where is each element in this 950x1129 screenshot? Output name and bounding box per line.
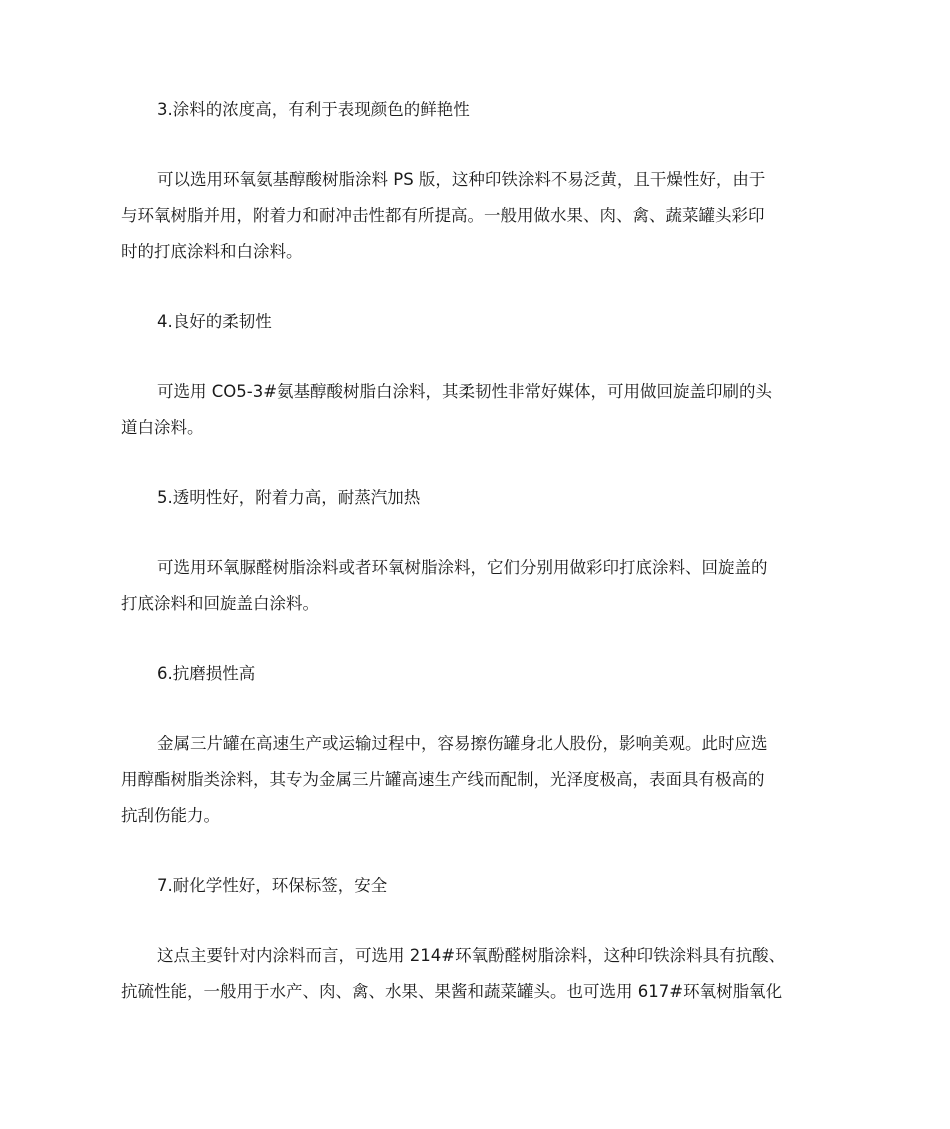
paragraph-line: 金属三片罐在高速生产或运输过程中，容易擦伤罐身北人股份，影响美观。此时应选 [157, 734, 768, 753]
paragraph-line: 抗刮伤能力。 [121, 806, 220, 825]
heading-chemical-resistance: 7.耐化学性好，环保标签，安全 [157, 876, 388, 895]
paragraph-flexibility [121, 374, 831, 446]
paragraph-transparency [121, 550, 831, 622]
paragraph-line: 可选用 CO5-3#氨基醇酸树脂白涂料，其柔韧性非常好媒体，可用做回旋盖印刷的头 [157, 382, 773, 401]
paragraph-chemical-resistance [121, 938, 831, 1010]
heading-transparency: 5.透明性好，附着力高，耐蒸汽加热 [157, 488, 421, 507]
heading-flexibility: 4.良好的柔韧性 [157, 312, 272, 331]
paragraph-concentration [121, 162, 831, 270]
paragraph-line: 时的打底涂料和白涂料。 [121, 242, 303, 261]
paragraph-line: 这点主要针对内涂料而言，可选用 214#环氧酚醛树脂涂料，这种印铁涂料具有抗酸、 [157, 946, 786, 965]
heading-abrasion: 6.抗磨损性高 [157, 664, 256, 683]
heading-concentration: 3.涂料的浓度高，有利于表现颜色的鲜艳性 [157, 100, 470, 119]
paragraph-line: 可以选用环氧氨基醇酸树脂涂料 PS 版，这种印铁涂料不易泛黄，且干燥性好，由于 [157, 170, 766, 189]
paragraph-line: 可选用环氧脲醛树脂涂料或者环氧树脂涂料，它们分别用做彩印打底涂料、回旋盖的 [157, 558, 768, 577]
document-body [121, 92, 831, 1044]
paragraph-line: 与环氧树脂并用，附着力和耐冲击性都有所提高。一般用做水果、肉、禽、蔬菜罐头彩印 [121, 206, 765, 225]
paragraph-line: 用醇酯树脂类涂料，其专为金属三片罐高速生产线而配制，光泽度极高，表面具有极高的 [121, 770, 765, 789]
paragraph-line: 抗硫性能，一般用于水产、肉、禽、水果、果酱和蔬菜罐头。也可选用 617#环氧树脂氧化 [121, 982, 783, 1001]
paragraph-line: 打底涂料和回旋盖白涂料。 [121, 594, 319, 613]
paragraph-abrasion [121, 726, 831, 834]
paragraph-line: 道白涂料。 [121, 418, 204, 437]
